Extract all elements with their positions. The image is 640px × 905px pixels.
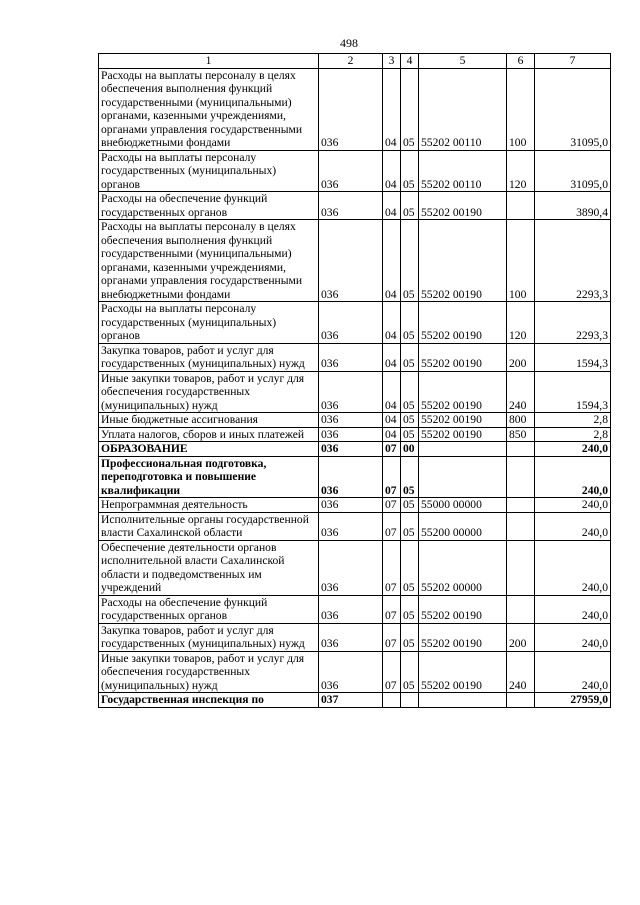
- target-article-cell: [419, 693, 507, 708]
- subsection-code-cell: 05: [401, 595, 419, 623]
- section-code-cell: 07: [383, 498, 401, 513]
- table-row: [99, 540, 611, 595]
- budget-table: [98, 53, 611, 708]
- target-article-cell: 55202 00190: [419, 371, 507, 413]
- row-name-cell: Расходы на выплаты персоналу в целях обеспечения выполнения функций государственными (муниципальными) органами, казенными учреждениями, органами управления государственными внебюджетными фондами: [99, 220, 319, 302]
- target-article-cell: 55202 00190: [419, 623, 507, 651]
- amount-cell: 240,0: [535, 540, 611, 595]
- table-row: [99, 512, 611, 540]
- amount-cell: 2293,3: [535, 220, 611, 302]
- section-code-cell: 04: [383, 427, 401, 442]
- row-name-cell: ОБРАЗОВАНИЕ: [99, 442, 319, 457]
- grbs-code-cell: 036: [319, 595, 383, 623]
- grbs-code-cell: 036: [319, 302, 383, 344]
- amount-cell: 2,8: [535, 427, 611, 442]
- section-code-cell: 04: [383, 68, 401, 150]
- column-header: 5: [419, 54, 507, 69]
- grbs-code-cell: 036: [319, 413, 383, 428]
- grbs-code-cell: 036: [319, 68, 383, 150]
- row-name-cell: Закупка товаров, работ и услуг для государственных (муниципальных) нужд: [99, 623, 319, 651]
- grbs-code-cell: 036: [319, 371, 383, 413]
- target-article-cell: 55202 00190: [419, 343, 507, 371]
- subsection-code-cell: 05: [401, 413, 419, 428]
- row-name-cell: Обеспечение деятельности органов исполнительной власти Сахалинской области и подведомственных им учреждений: [99, 540, 319, 595]
- grbs-code-cell: 036: [319, 150, 383, 192]
- subsection-code-cell: 00: [401, 442, 419, 457]
- amount-cell: 240,0: [535, 498, 611, 513]
- section-code-cell: 04: [383, 150, 401, 192]
- grbs-code-cell: 036: [319, 427, 383, 442]
- section-code-cell: 07: [383, 651, 401, 693]
- section-code-cell: 07: [383, 512, 401, 540]
- table-row: [99, 343, 611, 371]
- page-number: 498: [340, 36, 358, 50]
- amount-cell: 240,0: [535, 651, 611, 693]
- row-name-cell: Расходы на выплаты персоналу государственных (муниципальных) органов: [99, 150, 319, 192]
- target-article-cell: 55202 00110: [419, 150, 507, 192]
- expense-type-cell: 100: [507, 68, 535, 150]
- section-code-cell: 07: [383, 623, 401, 651]
- target-article-cell: [419, 456, 507, 498]
- grbs-code-cell: 036: [319, 220, 383, 302]
- subsection-code-cell: 05: [401, 427, 419, 442]
- grbs-code-cell: 037: [319, 693, 383, 708]
- table-row: [99, 302, 611, 344]
- section-code-cell: 04: [383, 302, 401, 344]
- table-row: [99, 456, 611, 498]
- row-name-cell: Расходы на выплаты персоналу государственных (муниципальных) органов: [99, 302, 319, 344]
- amount-cell: 240,0: [535, 595, 611, 623]
- expense-type-cell: [507, 498, 535, 513]
- row-name-cell: Расходы на обеспечение функций государственных органов: [99, 595, 319, 623]
- section-code-cell: 07: [383, 540, 401, 595]
- subsection-code-cell: 05: [401, 371, 419, 413]
- row-name-cell: Уплата налогов, сборов и иных платежей: [99, 427, 319, 442]
- row-name-cell: Профессиональная подготовка, переподготовка и повышение квалификации: [99, 456, 319, 498]
- table-row: [99, 623, 611, 651]
- table-row: [99, 68, 611, 150]
- section-code-cell: 04: [383, 413, 401, 428]
- expense-type-cell: 240: [507, 651, 535, 693]
- subsection-code-cell: 05: [401, 302, 419, 344]
- subsection-code-cell: 05: [401, 456, 419, 498]
- section-code-cell: 04: [383, 192, 401, 220]
- amount-cell: 240,0: [535, 456, 611, 498]
- expense-type-cell: 100: [507, 220, 535, 302]
- grbs-code-cell: 036: [319, 623, 383, 651]
- section-code-cell: 07: [383, 595, 401, 623]
- amount-cell: 2293,3: [535, 302, 611, 344]
- target-article-cell: 55200 00000: [419, 512, 507, 540]
- column-header: 1: [99, 54, 319, 69]
- subsection-code-cell: [401, 693, 419, 708]
- row-name-cell: Расходы на обеспечение функций государственных органов: [99, 192, 319, 220]
- row-name-cell: Иные закупки товаров, работ и услуг для обеспечения государственных (муниципальных) нужд: [99, 371, 319, 413]
- table-row: [99, 413, 611, 428]
- row-name-cell: Государственная инспекция по: [99, 693, 319, 708]
- expense-type-cell: [507, 693, 535, 708]
- amount-cell: 240,0: [535, 623, 611, 651]
- expense-type-cell: [507, 512, 535, 540]
- amount-cell: 240,0: [535, 442, 611, 457]
- amount-cell: 31095,0: [535, 150, 611, 192]
- expense-type-cell: [507, 192, 535, 220]
- grbs-code-cell: 036: [319, 192, 383, 220]
- table-row: [99, 595, 611, 623]
- target-article-cell: 55202 00190: [419, 651, 507, 693]
- row-name-cell: Непрограммная деятельность: [99, 498, 319, 513]
- section-code-cell: 04: [383, 371, 401, 413]
- row-name-cell: Иные бюджетные ассигнования: [99, 413, 319, 428]
- header-row: [99, 54, 611, 69]
- target-article-cell: 55202 00190: [419, 427, 507, 442]
- expense-type-cell: 200: [507, 623, 535, 651]
- amount-cell: 31095,0: [535, 68, 611, 150]
- subsection-code-cell: 05: [401, 623, 419, 651]
- row-name-cell: Закупка товаров, работ и услуг для государственных (муниципальных) нужд: [99, 343, 319, 371]
- amount-cell: 3890,4: [535, 192, 611, 220]
- section-code-cell: 07: [383, 456, 401, 498]
- grbs-code-cell: 036: [319, 498, 383, 513]
- subsection-code-cell: 05: [401, 651, 419, 693]
- target-article-cell: 55202 00000: [419, 540, 507, 595]
- column-header: 2: [319, 54, 383, 69]
- subsection-code-cell: 05: [401, 343, 419, 371]
- column-header: 6: [507, 54, 535, 69]
- grbs-code-cell: 036: [319, 512, 383, 540]
- table-row: [99, 150, 611, 192]
- table-row: [99, 192, 611, 220]
- section-code-cell: 04: [383, 220, 401, 302]
- table-row: [99, 651, 611, 693]
- column-header: 4: [401, 54, 419, 69]
- column-header: 7: [535, 54, 611, 69]
- grbs-code-cell: 036: [319, 442, 383, 457]
- subsection-code-cell: 05: [401, 68, 419, 150]
- row-name-cell: Исполнительные органы государственной власти Сахалинской области: [99, 512, 319, 540]
- amount-cell: 240,0: [535, 512, 611, 540]
- grbs-code-cell: 036: [319, 651, 383, 693]
- table-row: [99, 442, 611, 457]
- target-article-cell: 55202 00190: [419, 192, 507, 220]
- subsection-code-cell: 05: [401, 512, 419, 540]
- expense-type-cell: [507, 442, 535, 457]
- target-article-cell: 55000 00000: [419, 498, 507, 513]
- subsection-code-cell: 05: [401, 192, 419, 220]
- table-row: [99, 693, 611, 708]
- table-row: [99, 371, 611, 413]
- column-header: 3: [383, 54, 401, 69]
- amount-cell: 1594,3: [535, 343, 611, 371]
- target-article-cell: 55202 00110: [419, 68, 507, 150]
- expense-type-cell: 200: [507, 343, 535, 371]
- expense-type-cell: [507, 595, 535, 623]
- section-code-cell: 04: [383, 343, 401, 371]
- subsection-code-cell: 05: [401, 540, 419, 595]
- expense-type-cell: 240: [507, 371, 535, 413]
- row-name-cell: Иные закупки товаров, работ и услуг для обеспечения государственных (муниципальных) нужд: [99, 651, 319, 693]
- target-article-cell: [419, 442, 507, 457]
- expense-type-cell: 120: [507, 150, 535, 192]
- subsection-code-cell: 05: [401, 220, 419, 302]
- grbs-code-cell: 036: [319, 343, 383, 371]
- table-row: [99, 498, 611, 513]
- subsection-code-cell: 05: [401, 498, 419, 513]
- expense-type-cell: [507, 456, 535, 498]
- amount-cell: 2,8: [535, 413, 611, 428]
- grbs-code-cell: 036: [319, 456, 383, 498]
- grbs-code-cell: 036: [319, 540, 383, 595]
- expense-type-cell: 850: [507, 427, 535, 442]
- subsection-code-cell: 05: [401, 150, 419, 192]
- target-article-cell: 55202 00190: [419, 302, 507, 344]
- table-row: [99, 220, 611, 302]
- section-code-cell: 07: [383, 442, 401, 457]
- expense-type-cell: 120: [507, 302, 535, 344]
- target-article-cell: 55202 00190: [419, 220, 507, 302]
- target-article-cell: 55202 00190: [419, 595, 507, 623]
- section-code-cell: [383, 693, 401, 708]
- table-row: [99, 427, 611, 442]
- expense-type-cell: 800: [507, 413, 535, 428]
- amount-cell: 1594,3: [535, 371, 611, 413]
- expense-type-cell: [507, 540, 535, 595]
- amount-cell: 27959,0: [535, 693, 611, 708]
- row-name-cell: Расходы на выплаты персоналу в целях обеспечения выполнения функций государственными (муниципальными) органами, казенными учреждениями, органами управления государственными внебюджетными фондами: [99, 68, 319, 150]
- target-article-cell: 55202 00190: [419, 413, 507, 428]
